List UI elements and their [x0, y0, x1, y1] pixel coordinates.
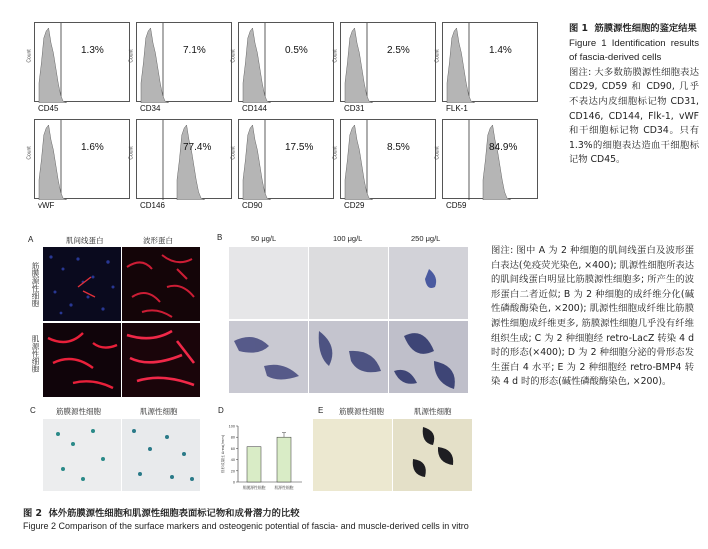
histogram-peak [243, 125, 271, 200]
histogram-vwf [26, 119, 130, 210]
histogram-percent: 1.6% [81, 142, 104, 153]
panel-b-image-muscle-50 [229, 321, 308, 393]
histogram-cd29 [332, 119, 436, 210]
y-tick-label: 0 [232, 480, 235, 485]
y-tick-label: 60 [230, 446, 235, 451]
figure1-caption [569, 22, 699, 168]
histogram-marker-label: CD31 [344, 104, 365, 113]
panel-b-image-fascia-100 [309, 247, 388, 319]
histogram-peak [177, 125, 205, 200]
histogram-axis-label: Count [434, 49, 441, 63]
histogram-peak [243, 28, 271, 103]
y-tick-label: 100 [228, 424, 235, 429]
histogram-cd90 [230, 119, 334, 210]
panel-e-col-fascia: 筋膜源性细胞 [339, 407, 384, 416]
panel-c-label: C [30, 406, 36, 415]
panel-a-col-vimentin: 波形蛋白 [143, 236, 173, 245]
panel-c-col-fascia: 筋膜源性细胞 [56, 407, 101, 416]
panel-a-row-muscle: 肌源性细胞 [31, 335, 40, 373]
y-axis-label: 骨形成量比 Area(/mm) [221, 434, 225, 474]
panel-c-col-muscle: 肌源性细胞 [140, 407, 178, 416]
y-tick-label: 80 [230, 435, 235, 440]
panel-e-image-fascia [313, 419, 392, 491]
histogram-percent: 1.3% [81, 45, 104, 56]
histogram-percent: 77.4% [183, 142, 212, 153]
figure1-title-en: Figure 1 Identification results of fascia-derived cells [569, 37, 699, 64]
figure2-note: 图注: 图中 A 为 2 种细胞的肌间线蛋白及波形蛋白表达(免疫荧光染色, ×400); 肌源性细胞所表达的肌间线蛋白明显比筋膜源性细胞多; 所产生的波形蛋白二者近似; B 为 2 种细胞的成纤维分化(碱性磷酸酶染色, ×200); 肌源性细胞成纤维比筋膜源性细胞成纤维更多, 筋膜源性细胞几乎没有纤维组织生成; C 为 2 种细胞经 retro-LacZ 转染 4 d 时的形态(×400); D 为 2 种细胞分泌的骨形态发生蛋白 4 水平; E 为 2 种细胞经 retro-BMP4 转染 4 d 时的形态(碱性磷酸酶染色, ×200)。 [491, 245, 694, 388]
figure1-title-cn: 图 1 筋膜源性细胞的鉴定结果 [569, 23, 697, 34]
histogram-cd34 [128, 22, 232, 113]
histogram-percent: 2.5% [387, 45, 410, 56]
panel-c-image-muscle [122, 419, 200, 491]
panel-c-image-fascia [43, 419, 121, 491]
panel-a-col-desmin: 肌间线蛋白 [66, 236, 104, 245]
histogram-cd31 [332, 22, 436, 113]
histogram-flk1 [434, 22, 538, 113]
histogram-cd59 [434, 119, 538, 210]
histogram-peak [141, 28, 169, 103]
bar-0 [247, 447, 261, 482]
histogram-axis-label: Count [26, 49, 33, 63]
panel-a-row-fascia: 筋膜源性细胞 [31, 262, 40, 307]
histogram-marker-label: CD34 [140, 104, 161, 113]
panel-d-label: D [218, 406, 224, 415]
histogram-peak [447, 28, 475, 103]
histogram-axis-label: Count [332, 146, 339, 160]
panel-b-image-muscle-100 [309, 321, 388, 393]
histogram-peak [483, 125, 511, 200]
panel-a-image-fascia-vimentin [122, 247, 200, 321]
histogram-marker-label: vWF [38, 201, 55, 210]
panel-e-col-muscle: 肌源性细胞 [414, 407, 452, 416]
panel-b-col-250: 250 μg/L [411, 234, 441, 243]
histogram-cd45 [26, 22, 130, 113]
histogram-percent: 8.5% [387, 142, 410, 153]
histogram-marker-label: CD146 [140, 201, 165, 210]
histogram-percent: 17.5% [285, 142, 314, 153]
histogram-peak [345, 125, 373, 200]
histogram-marker-label: CD29 [344, 201, 365, 210]
panel-b-col-100: 100 μg/L [333, 234, 363, 243]
panel-b-label: B [217, 233, 223, 242]
panel-b-image-fascia-250 [389, 247, 468, 319]
histogram-percent: 1.4% [489, 45, 512, 56]
histogram-percent: 7.1% [183, 45, 206, 56]
histogram-peak [39, 125, 67, 200]
histogram-axis-label: Count [230, 49, 237, 63]
y-tick-label: 20 [230, 469, 235, 474]
panel-a-image-fascia-desmin [43, 247, 121, 321]
histogram-axis-label: Count [332, 49, 339, 63]
histogram-marker-label: CD90 [242, 201, 263, 210]
histogram-percent: 84.9% [489, 142, 518, 153]
histogram-cd144 [230, 22, 334, 113]
figure1-note: 图注: 大多数筋膜源性细胞表达 CD29, CD59 和 CD90, 几乎不表达内皮细胞标记物 CD31, CD146, CD144, Flk-1, vWF 和干细胞标记物 CD34。只有 1.3%的细胞表达造血干细胞标记物 CD45。 [569, 66, 699, 166]
histogram-peak [345, 28, 373, 103]
histogram-marker-label: FLK-1 [446, 104, 468, 113]
x-category-label: 肌膜源性细胞 [242, 485, 266, 490]
histogram-axis-label: Count [230, 146, 237, 160]
panel-e-image-muscle [393, 419, 472, 491]
figure2-title-cn: 图 2 体外筋膜源性细胞和肌源性细胞表面标记物和成骨潜力的比较 [23, 508, 300, 519]
histogram-percent: 0.5% [285, 45, 308, 56]
histogram-axis-label: Count [26, 146, 33, 160]
x-category-label: 肌源性细胞 [274, 485, 294, 490]
histogram-axis-label: Count [128, 49, 135, 63]
histogram-marker-label: CD45 [38, 104, 59, 113]
panel-a-label: A [28, 235, 34, 244]
panel-e-label: E [318, 406, 324, 415]
panel-a-image-muscle-vimentin [122, 323, 200, 397]
figure2-title-en: Figure 2 Comparison of the surface markers and osteogenic potential of fascia- and muscle-derived cells in vitro [23, 521, 469, 531]
histogram-marker-label: CD59 [446, 201, 467, 210]
bar-1 [277, 437, 291, 482]
panel-b-image-fascia-50 [229, 247, 308, 319]
histogram-cd146 [128, 119, 232, 210]
y-tick-label: 40 [230, 458, 235, 463]
panel-b-col-50: 50 μg/L [251, 234, 277, 243]
histogram-axis-label: Count [128, 146, 135, 160]
histogram-peak [39, 28, 67, 103]
panel-b-image-muscle-250 [389, 321, 468, 393]
histogram-marker-label: CD144 [242, 104, 267, 113]
histogram-axis-label: Count [434, 146, 441, 160]
panel-a-image-muscle-desmin [43, 323, 121, 397]
panel-d-chart [218, 418, 308, 498]
